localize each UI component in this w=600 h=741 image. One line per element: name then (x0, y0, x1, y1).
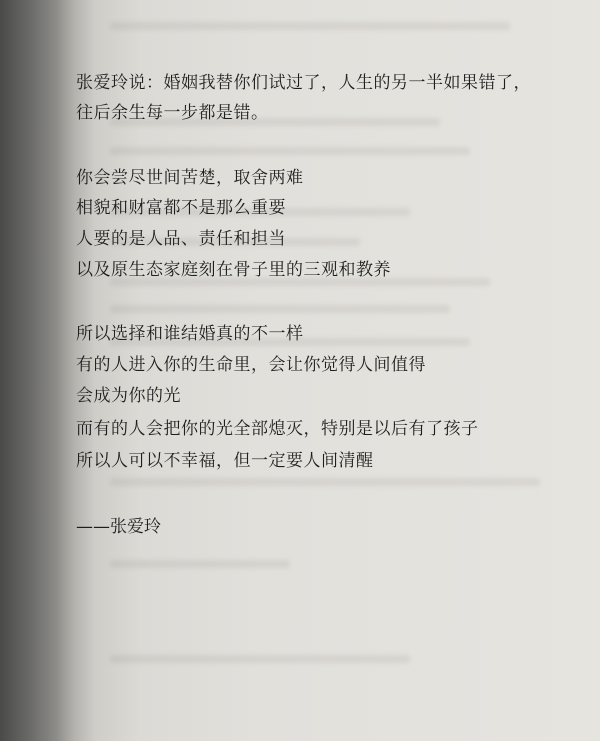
stanza1-line-2: 相貌和财富都不是那么重要 (76, 198, 286, 218)
stanza2-line-4: 而有的人会把你的光全部熄灭，特别是以后有了孩子 (76, 419, 479, 439)
stanza1-line-1: 你会尝尽世间苦楚，取舍两难 (76, 168, 304, 188)
stanza2-line-2: 有的人进入你的生命里，会让你觉得人间值得 (76, 355, 426, 375)
stanza2-line-3: 会成为你的光 (76, 386, 181, 406)
intro-line-1: 张爱玲说：婚姻我替你们试过了，人生的另一半如果错了， (76, 73, 531, 93)
stanza1-line-3: 人要的是人品、责任和担当 (76, 229, 286, 249)
attribution: ——张爱玲 (76, 517, 161, 537)
intro-line-2: 往后余生每一步都是错。 (76, 103, 269, 123)
stanza1-line-4: 以及原生态家庭刻在骨子里的三观和教养 (76, 260, 391, 280)
stanza2-line-5: 所以人可以不幸福，但一定要人间清醒 (76, 451, 374, 471)
stanza2-line-1: 所以选择和谁结婚真的不一样 (76, 324, 304, 344)
